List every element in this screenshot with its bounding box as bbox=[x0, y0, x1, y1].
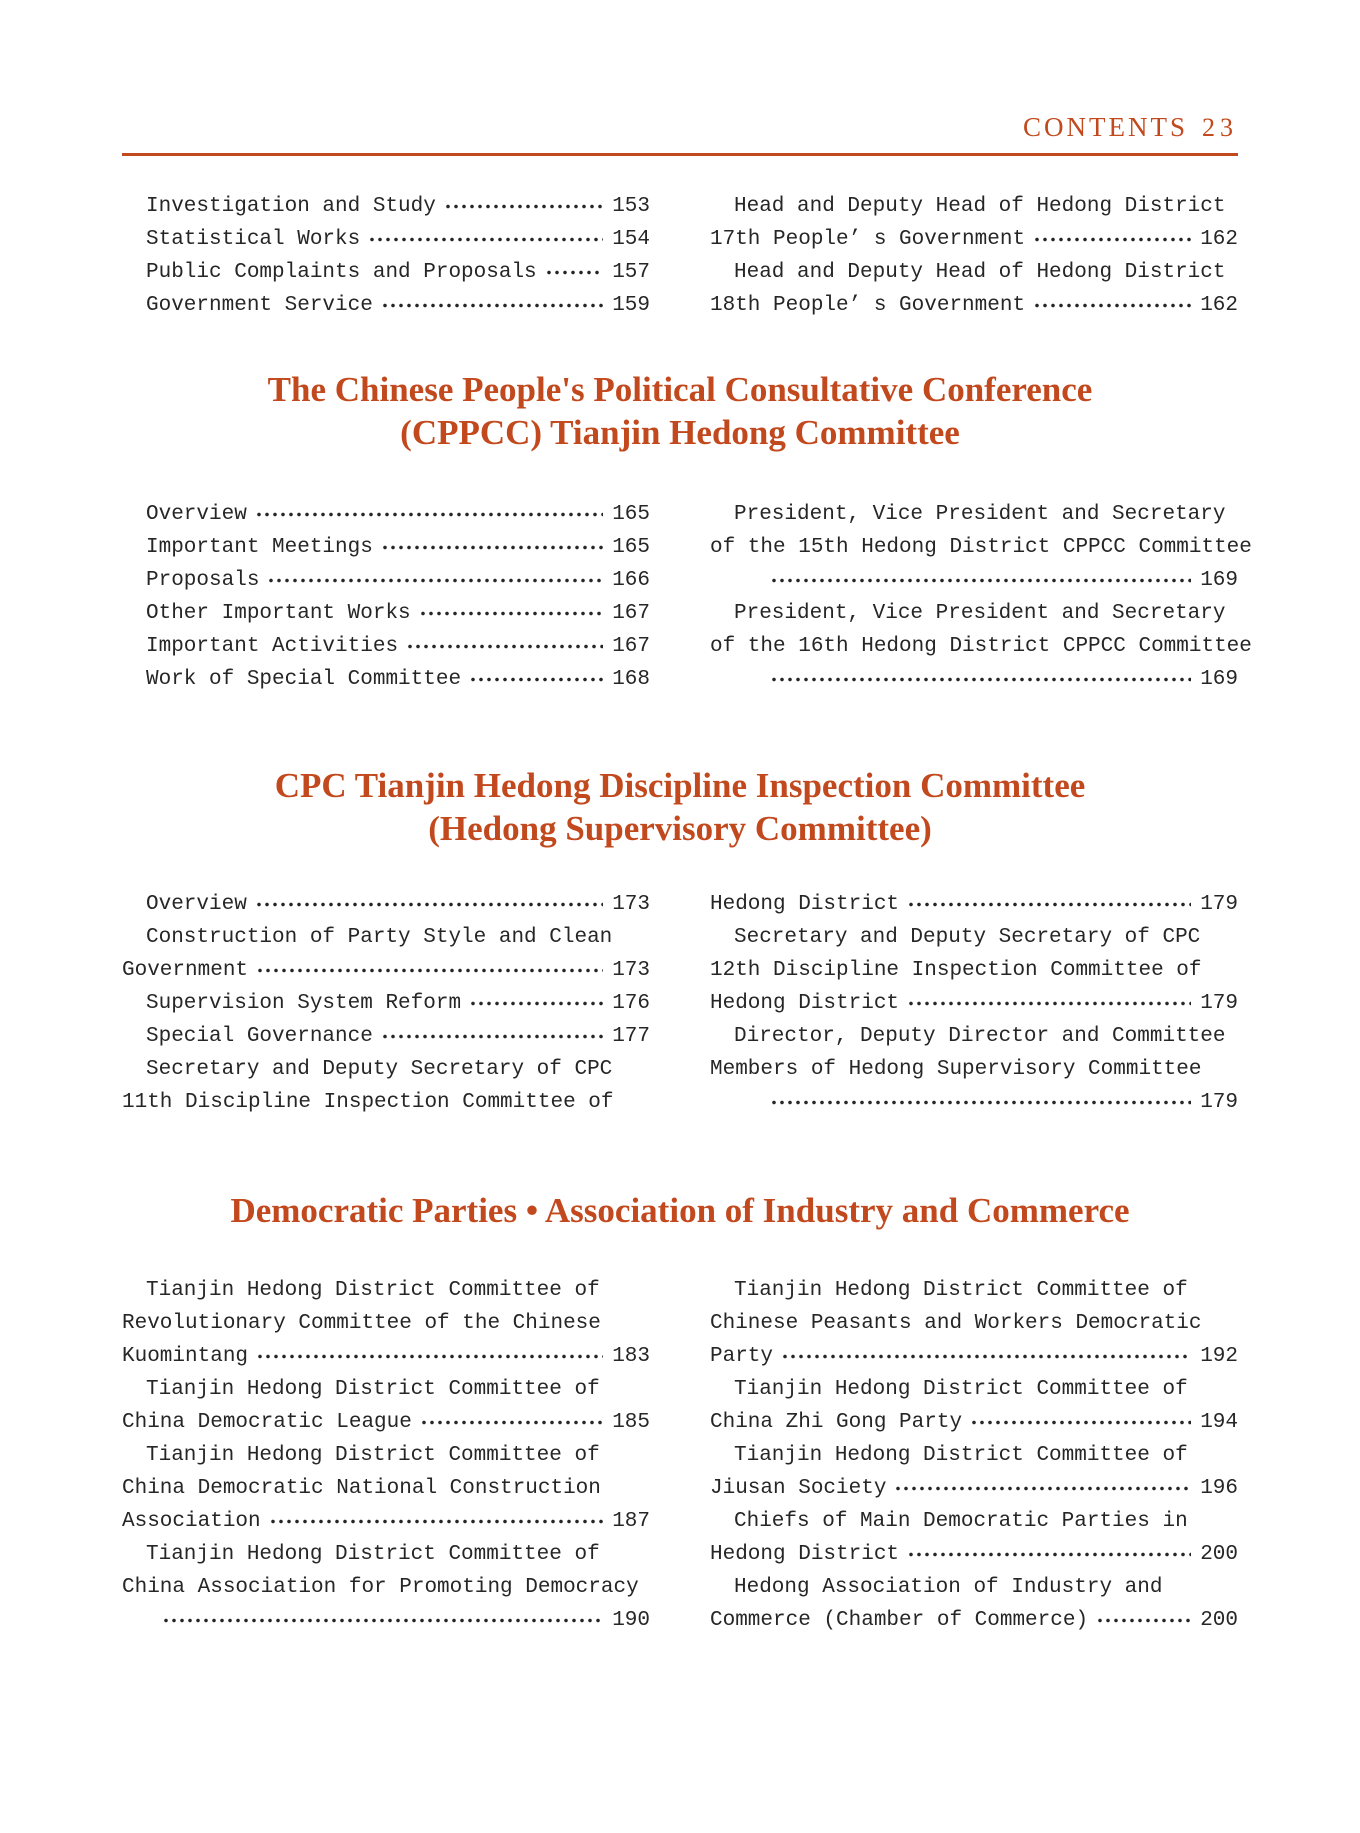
toc-entry-page-number: 166 bbox=[612, 569, 650, 592]
toc-entry-line bbox=[122, 921, 650, 954]
toc-entry-label: Important Activities bbox=[146, 635, 399, 658]
toc-entry-line bbox=[122, 1472, 650, 1505]
toc-entry-label: 11th Discipline Inspection Committee of bbox=[122, 1091, 614, 1114]
toc-entry-line bbox=[710, 1604, 1238, 1637]
toc-entry-line bbox=[710, 1571, 1238, 1604]
toc-entry-line bbox=[122, 1538, 650, 1571]
toc-entry-page-number: 169 bbox=[1200, 668, 1238, 691]
toc-entry-page-number: 165 bbox=[612, 536, 650, 559]
toc-entry-label: 12th Discipline Inspection Committee of bbox=[710, 959, 1202, 982]
toc-entry-line bbox=[710, 888, 1238, 921]
section-heading bbox=[122, 1189, 1238, 1232]
toc-entry-label: Tianjin Hedong District Committee of bbox=[146, 1378, 600, 1401]
section-heading-line: CPC Tianjin Hedong Discipline Inspection Committee bbox=[274, 766, 1086, 805]
dot-leader bbox=[543, 256, 604, 289]
toc-entry-line bbox=[122, 1086, 650, 1119]
toc-entry-label: 17th People’ s Government bbox=[710, 228, 1026, 251]
dot-leader bbox=[254, 954, 603, 987]
toc-entry-line bbox=[710, 630, 1252, 663]
section-heading-line: (CPPCC) Tianjin Hedong Committee bbox=[400, 413, 960, 452]
dot-leader bbox=[905, 1538, 1191, 1571]
toc-section-democratic-parties-association bbox=[122, 1189, 1238, 1637]
contents-page-number: 23 bbox=[1202, 113, 1238, 142]
toc-entry-page-number: 157 bbox=[612, 261, 650, 284]
toc-entry-line bbox=[122, 1439, 650, 1472]
toc-entry-line bbox=[122, 663, 650, 696]
toc-entry-label: Members of Hedong Supervisory Committee bbox=[710, 1058, 1202, 1081]
dot-leader bbox=[379, 289, 603, 322]
dot-leader bbox=[905, 888, 1191, 921]
dot-leader bbox=[905, 987, 1191, 1020]
toc-entry-page-number: 169 bbox=[1200, 569, 1238, 592]
toc-entry-line bbox=[710, 1472, 1238, 1505]
toc-entry-line bbox=[710, 1439, 1238, 1472]
toc-entry-label: Investigation and Study bbox=[146, 195, 436, 218]
dot-leader bbox=[265, 564, 603, 597]
toc-entry-label: Government bbox=[122, 959, 249, 982]
dot-leader bbox=[379, 1020, 603, 1053]
toc-entry-page-number: 185 bbox=[612, 1411, 650, 1434]
toc-entry-page-number: 200 bbox=[1200, 1609, 1238, 1632]
toc-entry-label: Kuomintang bbox=[122, 1345, 249, 1368]
toc-column-right bbox=[710, 888, 1238, 1119]
toc-entry-line bbox=[710, 597, 1238, 630]
toc-column-right bbox=[710, 498, 1252, 696]
toc-entry-line bbox=[122, 190, 650, 223]
toc-entry-page-number: 187 bbox=[612, 1510, 650, 1533]
toc-entry-label: China Zhi Gong Party bbox=[710, 1411, 963, 1434]
dot-leader bbox=[254, 1340, 603, 1373]
toc-entry-label: Secretary and Deputy Secretary of CPC bbox=[146, 1058, 613, 1081]
toc-entry-label: of the 15th Hedong District CPPCC Committee bbox=[710, 536, 1252, 559]
toc-entry-page-number: 183 bbox=[612, 1345, 650, 1368]
dot-leader bbox=[467, 663, 603, 696]
dot-leader bbox=[253, 888, 603, 921]
toc-entry-page-number: 167 bbox=[612, 602, 650, 625]
toc-entry-line bbox=[710, 1020, 1238, 1053]
contents-title: CONTENTS bbox=[1023, 112, 1188, 142]
toc-entry-line bbox=[710, 1538, 1238, 1571]
toc-entry-line bbox=[122, 597, 650, 630]
toc-entry-label: Tianjin Hedong District Committee of bbox=[734, 1444, 1188, 1467]
toc-entry-page-number: 177 bbox=[612, 1025, 650, 1048]
toc-entry-label: Construction of Party Style and Clean bbox=[146, 926, 613, 949]
dot-leader bbox=[418, 1406, 603, 1439]
toc-entry-page-number: 179 bbox=[1200, 893, 1238, 916]
dot-leader bbox=[1094, 1604, 1191, 1637]
toc-column-left bbox=[122, 1274, 650, 1637]
toc-entry-page-number: 162 bbox=[1200, 228, 1238, 251]
toc-entry-label: Tianjin Hedong District Committee of bbox=[146, 1543, 600, 1566]
toc-entry-line bbox=[710, 531, 1252, 564]
toc-entry-label: Statistical Works bbox=[146, 228, 361, 251]
toc-entry-page-number: 196 bbox=[1200, 1477, 1238, 1500]
toc-entry-line bbox=[122, 1274, 650, 1307]
toc-entry-label: Commerce (Chamber of Commerce) bbox=[710, 1609, 1089, 1632]
toc-entry-line bbox=[710, 223, 1238, 256]
toc-entry-line bbox=[710, 954, 1238, 987]
toc-entry-line bbox=[710, 190, 1238, 223]
toc-entry-label: Work of Special Committee bbox=[146, 668, 462, 691]
toc-column-right bbox=[710, 190, 1238, 322]
toc-entry-line bbox=[122, 1340, 650, 1373]
toc-entry-label: Other Important Works bbox=[146, 602, 411, 625]
toc-entry-label: Hedong District bbox=[710, 1543, 900, 1566]
dot-leader bbox=[467, 987, 603, 1020]
toc-entry-line bbox=[122, 564, 650, 597]
toc-entry-line bbox=[122, 498, 650, 531]
toc-entry-line bbox=[122, 1373, 650, 1406]
dot-leader bbox=[379, 531, 603, 564]
toc-entry-page-number: 179 bbox=[1200, 992, 1238, 1015]
toc-columns bbox=[122, 1274, 1238, 1637]
dot-leader bbox=[253, 498, 603, 531]
page-header bbox=[122, 112, 1238, 143]
toc-entry-label: Hedong District bbox=[710, 893, 900, 916]
section-heading bbox=[122, 368, 1238, 454]
section-heading bbox=[122, 764, 1238, 850]
dot-leader bbox=[1031, 289, 1191, 322]
toc-entry-label: Tianjin Hedong District Committee of bbox=[146, 1444, 600, 1467]
toc-entry-line bbox=[122, 1505, 650, 1538]
toc-entry-line bbox=[122, 1604, 650, 1637]
toc-entry-line bbox=[122, 531, 650, 564]
dot-leader bbox=[417, 597, 604, 630]
dot-leader bbox=[366, 223, 603, 256]
toc-entry-label: Secretary and Deputy Secretary of CPC bbox=[734, 926, 1201, 949]
toc-entry-label: President, Vice President and Secretary bbox=[734, 602, 1226, 625]
toc-entry-label: Head and Deputy Head of Hedong District bbox=[734, 261, 1226, 284]
toc-entry-line bbox=[710, 663, 1238, 696]
toc-columns bbox=[122, 888, 1238, 1119]
toc-entry-label: Supervision System Reform bbox=[146, 992, 462, 1015]
toc-entry-line bbox=[122, 1571, 650, 1604]
toc-entry-label: Special Governance bbox=[146, 1025, 373, 1048]
dot-leader bbox=[442, 190, 603, 223]
toc-entry-line bbox=[710, 1053, 1238, 1086]
toc-section-cppcc-tianjin-hedong-committee bbox=[122, 368, 1252, 696]
dot-leader bbox=[892, 1472, 1191, 1505]
toc-entry-line bbox=[710, 1505, 1238, 1538]
toc-entry-line bbox=[122, 1406, 650, 1439]
toc-entry-line bbox=[122, 954, 650, 987]
dot-leader bbox=[968, 1406, 1191, 1439]
dot-leader bbox=[267, 1505, 604, 1538]
toc-entry-page-number: 200 bbox=[1200, 1543, 1238, 1566]
toc-entry-page-number: 154 bbox=[612, 228, 650, 251]
header-rule bbox=[122, 153, 1238, 156]
toc-entry-label: Party bbox=[710, 1345, 774, 1368]
toc-entry-line bbox=[710, 1406, 1238, 1439]
toc-entry-line bbox=[710, 1086, 1238, 1119]
section-heading-line: (Hedong Supervisory Committee) bbox=[428, 809, 932, 848]
toc-entry-line bbox=[122, 1020, 650, 1053]
toc-entry-label: President, Vice President and Secretary bbox=[734, 503, 1226, 526]
toc-entry-page-number: 192 bbox=[1200, 1345, 1238, 1368]
toc-entry-label: Revolutionary Committee of the Chinese bbox=[122, 1312, 601, 1335]
toc-entry-page-number: 162 bbox=[1200, 294, 1238, 317]
toc-entry-line bbox=[710, 498, 1238, 531]
toc-section-cpc-discipline-inspection-committee bbox=[122, 764, 1238, 1119]
toc-entry-label: Tianjin Hedong District Committee of bbox=[734, 1378, 1188, 1401]
toc-entry-line bbox=[710, 1274, 1238, 1307]
toc-column-left bbox=[122, 190, 650, 322]
toc-entry-line bbox=[122, 987, 650, 1020]
toc-entry-line bbox=[710, 289, 1238, 322]
toc-column-left bbox=[122, 498, 650, 696]
toc-entry-line bbox=[122, 888, 650, 921]
toc-entry-line bbox=[710, 921, 1238, 954]
toc-entry-label: Important Meetings bbox=[146, 536, 373, 559]
toc-entry-line bbox=[122, 223, 650, 256]
toc-entry-label: Head and Deputy Head of Hedong District bbox=[734, 195, 1226, 218]
toc-entry-label: of the 16th Hedong District CPPCC Committee bbox=[710, 635, 1252, 658]
toc-entry-label: Director, Deputy Director and Committee bbox=[734, 1025, 1226, 1048]
toc-entry-label: Hedong District bbox=[710, 992, 900, 1015]
dot-leader bbox=[768, 663, 1191, 696]
section-heading-line: The Chinese People's Political Consultative Conference bbox=[267, 370, 1093, 409]
toc-entry-label: Public Complaints and Proposals bbox=[146, 261, 537, 284]
toc-entry-line bbox=[710, 1340, 1238, 1373]
toc-entry-label: Association bbox=[122, 1510, 261, 1533]
toc-entry-page-number: 173 bbox=[612, 959, 650, 982]
page-content bbox=[122, 0, 1252, 1637]
toc-entry-page-number: 176 bbox=[612, 992, 650, 1015]
toc-entry-page-number: 167 bbox=[612, 635, 650, 658]
dot-leader bbox=[160, 1604, 603, 1637]
section-heading-line: Democratic Parties • Association of Industry and Commerce bbox=[230, 1191, 1130, 1230]
toc-entry-label: Tianjin Hedong District Committee of bbox=[146, 1279, 600, 1302]
toc-columns bbox=[122, 190, 1238, 322]
toc-entry-line bbox=[710, 564, 1238, 597]
toc-entry-label: Chiefs of Main Democratic Parties in bbox=[734, 1510, 1188, 1533]
toc-entry-line bbox=[710, 256, 1238, 289]
toc-entry-label: Government Service bbox=[146, 294, 373, 317]
toc-entry-label: Tianjin Hedong District Committee of bbox=[734, 1279, 1188, 1302]
toc-entry-label: Chinese Peasants and Workers Democratic bbox=[710, 1312, 1202, 1335]
toc-entry-label: 18th People’ s Government bbox=[710, 294, 1026, 317]
toc-entry-line bbox=[122, 289, 650, 322]
toc-entry-label: Jiusan Society bbox=[710, 1477, 887, 1500]
toc-entry-page-number: 168 bbox=[612, 668, 650, 691]
toc-entry-label: China Association for Promoting Democracy bbox=[122, 1576, 639, 1599]
toc-entry-line bbox=[122, 1307, 650, 1340]
dot-leader bbox=[768, 564, 1191, 597]
toc-entry-line bbox=[122, 1053, 650, 1086]
toc-entry-line bbox=[710, 1307, 1238, 1340]
toc-entry-page-number: 194 bbox=[1200, 1411, 1238, 1434]
toc-entry-page-number: 179 bbox=[1200, 1091, 1238, 1114]
toc-entry-page-number: 173 bbox=[612, 893, 650, 916]
toc-entry-label: Hedong Association of Industry and bbox=[734, 1576, 1163, 1599]
toc-entry-page-number: 159 bbox=[612, 294, 650, 317]
toc-entry-label: China Democratic League bbox=[122, 1411, 412, 1434]
toc-entry-page-number: 165 bbox=[612, 503, 650, 526]
toc-section-district-government-continued bbox=[122, 190, 1238, 322]
toc-entry-line bbox=[122, 256, 650, 289]
toc-entry-label: Proposals bbox=[146, 569, 260, 592]
dot-leader bbox=[779, 1340, 1191, 1373]
toc-entry-line bbox=[122, 630, 650, 663]
toc-entry-label: Overview bbox=[146, 503, 247, 526]
toc-entry-label: Overview bbox=[146, 893, 247, 916]
toc-entry-line bbox=[710, 987, 1238, 1020]
dot-leader bbox=[1031, 223, 1191, 256]
dot-leader bbox=[404, 630, 603, 663]
toc-entry-line bbox=[710, 1373, 1238, 1406]
toc-sections bbox=[122, 190, 1252, 1637]
toc-entry-page-number: 190 bbox=[612, 1609, 650, 1632]
toc-entry-page-number: 153 bbox=[612, 195, 650, 218]
dot-leader bbox=[768, 1086, 1191, 1119]
toc-column-right bbox=[710, 1274, 1238, 1637]
toc-entry-label: China Democratic National Construction bbox=[122, 1477, 601, 1500]
toc-column-left bbox=[122, 888, 650, 1119]
toc-columns bbox=[122, 498, 1252, 696]
